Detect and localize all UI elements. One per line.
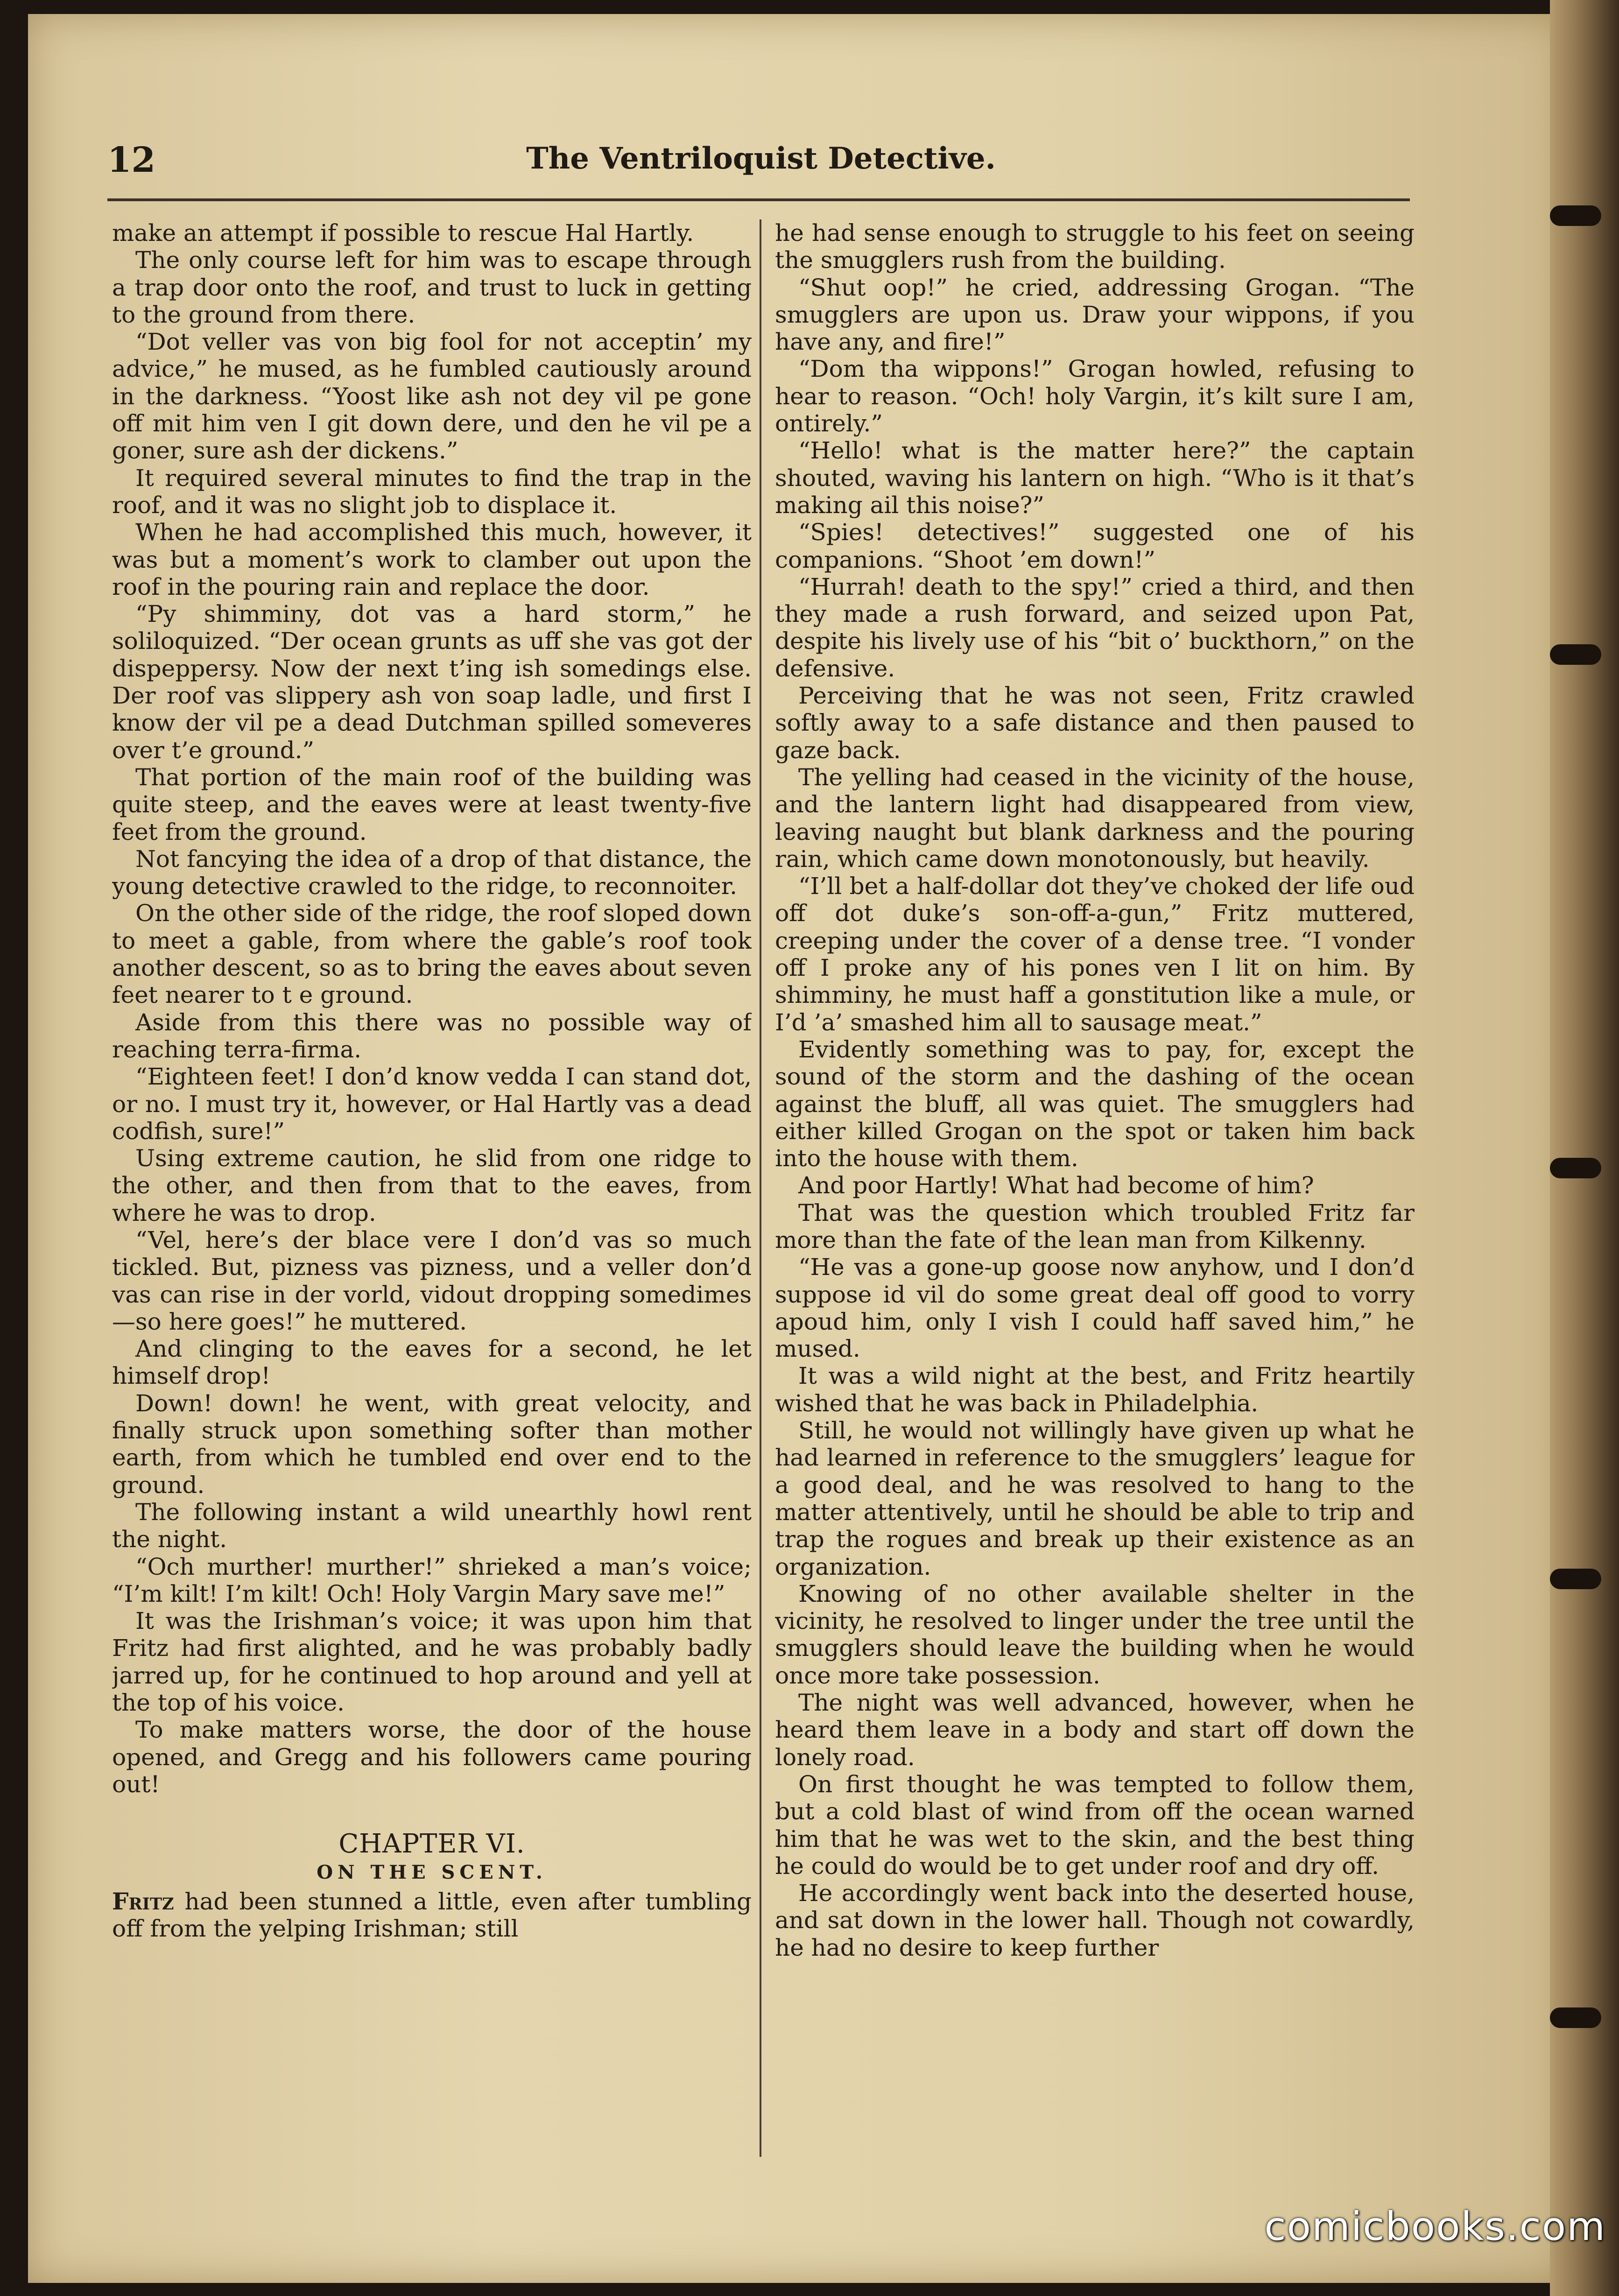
column-divider — [760, 219, 761, 2157]
paragraph: “Eighteen feet! I don’d know vedda I can stand dot, or no. I must try it, however, or Hal Hartly vas a dead codfish, sure!” — [112, 1063, 752, 1145]
paragraph: “Och murther! murther!” shrieked a man’s voice; “I’m kilt! I’m kilt! Och! Holy Vargin Mary save me!” — [112, 1553, 752, 1607]
lead-word: Fritz — [112, 1887, 174, 1915]
paragraph: make an attempt if possible to rescue Hal Hartly. — [112, 219, 694, 247]
paragraph: The only course left for him was to escape through a trap door onto the roof, and trust to luck in getting to the ground from there. — [112, 247, 752, 328]
binding-hole — [1550, 1569, 1601, 1589]
paragraph: Knowing of no other available shelter in the vicinity, he resolved to linger under the tree until the smugglers should leave the building when he would once more take possession. — [775, 1580, 1415, 1689]
paragraph: That portion of the main roof of the building was quite steep, and the eaves were at least twenty-five feet from the ground. — [112, 763, 752, 845]
paragraph: Aside from this there was no possible way of reaching terra-firma. — [112, 1008, 752, 1063]
paragraph: It was a wild night at the best, and Fritz heartily wished that he was back in Philadelphia. — [775, 1362, 1415, 1417]
paragraph: “Spies! detectives!” suggested one of his companions. “Shoot ’em down!” — [775, 519, 1415, 573]
paragraph: And clinging to the eaves for a second, he let himself drop! — [112, 1335, 752, 1390]
paragraph: It was the Irishman’s voice; it was upon him that Fritz had first alighted, and he was probably badly jarred up, for he continued to hop around and yell at the top of his voice. — [112, 1607, 752, 1717]
paragraph: To make matters worse, the door of the house opened, and Gregg and his followers came pouring out! — [112, 1716, 752, 1798]
paragraph: The following instant a wild unearthly howl rent the night. — [112, 1498, 752, 1553]
paragraph: Evidently something was to pay, for, except the sound of the storm and the dashing of the ocean against the bluff, all was quiet. The smugglers had either killed Grogan on the spot or taken him back into the house with them. — [775, 1035, 1415, 1172]
binding-hole — [1550, 2007, 1601, 2028]
binding-hole — [1550, 1158, 1601, 1178]
chapter-first-paragraph — [112, 1888, 752, 1943]
paragraph: “Dom tha wippons!” Grogan howled, refusing to hear to reason. “Och! holy Vargin, it’s kilt sure I am, ontirely.” — [775, 355, 1415, 437]
paragraph: “Hello! what is the matter here?” the captain shouted, waving his lantern on high. “Who is it that’s making ail this noise?” — [775, 437, 1415, 519]
watermark: comicbooks.com — [1264, 2204, 1606, 2249]
paragraph: On the other side of the ridge, the roof sloped down to meet a gable, from where the gable’s roof took another descent, so as to bring the eaves about seven feet nearer to t e ground. — [112, 900, 752, 1009]
paragraph: “He vas a gone-up goose now anyhow, und I don’d suppose id vil do some great deal off good to vorry apoud him, only I vish I could haff saved him,” he mused. — [775, 1254, 1415, 1363]
paragraph: That was the question which troubled Fritz far more than the fate of the lean man from Kilkenny. — [775, 1199, 1415, 1254]
left-column — [112, 219, 752, 2166]
paragraph: Still, he would not willingly have given up what he had learned in reference to the smugglers’ league for a good deal, and he was resolved to hang to the matter attentively, until he should be able to trip and trap the rogues and break up their existence as an organization. — [775, 1417, 1415, 1580]
page-number: 12 — [107, 140, 155, 180]
running-head — [107, 140, 1415, 191]
paragraph: Perceiving that he was not seen, Fritz crawled softly away to a safe distance and then paused to gaze back. — [775, 682, 1415, 764]
binding-hole — [1550, 644, 1601, 665]
paragraph: “I’ll bet a half-dollar dot they’ve choked der life oud off dot duke’s son-off-a-gun,” Fritz muttered, creeping under the cover of a dense tree. “I vonder off I proke any of his pones ven I lit on him. By shimminy, he must haff a gonstitution like a mule, or I’d ’a’ smashed him all to sausage meat.” — [775, 873, 1415, 1036]
paragraph: And poor Hartly! What had become of him? — [798, 1172, 1314, 1199]
paragraph: “Hurrah! death to the spy!” cried a third, and then they made a rush forward, and seized upon Pat, despite his lively use of his “bit o’ buckthorn,” on the defensive. — [775, 573, 1415, 682]
paragraph: Not fancying the idea of a drop of that distance, the young detective crawled to the ridge, to reconnoiter. — [112, 845, 752, 900]
chapter-heading: CHAPTER VI. — [338, 1829, 525, 1859]
paragraph: On first thought he was tempted to follow them, but a cold blast of wind from off the ocean warned him that he was wet to the skin, and the best thing he could do would be to get under roof and dry off. — [775, 1770, 1415, 1880]
paragraph: He accordingly went back into the deserted house, and sat down in the lower hall. Though not cowardly, he had no desire to keep further — [775, 1880, 1415, 1961]
paragraph: It required several minutes to find the trap in the roof, and it was no slight job to displace it. — [112, 464, 752, 519]
right-column — [775, 219, 1415, 2166]
paragraph-text: had been stunned a little, even after tumbling off from the yelping Irishman; still — [112, 1888, 752, 1943]
binding-hole — [1550, 205, 1601, 226]
paragraph: When he had accomplished this much, however, it was but a moment’s work to clamber out upon the roof in the pouring rain and replace the door. — [112, 519, 752, 600]
header-rule — [107, 198, 1410, 201]
paragraph: The yelling had ceased in the vicinity of the house, and the lantern light had disappeared from view, leaving naught but blank darkness and the pouring rain, which came down monotonously, but heavily. — [775, 763, 1415, 873]
paragraph: Using extreme caution, he slid from one ridge to the other, and then from that to the eaves, from where he was to drop. — [112, 1145, 752, 1226]
binding-gutter — [1550, 0, 1619, 2296]
paragraph: Down! down! he went, with great velocity, and finally struck upon something softer than mother earth, from which he tumbled end over end to the ground. — [112, 1389, 752, 1499]
running-title: The Ventriloquist Detective. — [526, 141, 996, 176]
paragraph: “Dot veller vas von big fool for not acceptin’ my advice,” he mused, as he fumbled cautiously around in the darkness. “Yoost like ash not dey vil pe gone off mit him ven I git down dere, und den he vil pe a goner, sure ash der dickens.” — [112, 328, 752, 465]
paragraph: The night was well advanced, however, when he heard them leave in a body and start off down the lonely road. — [775, 1689, 1415, 1771]
paragraph: “Vel, here’s der blace vere I don’d vas so much tickled. But, pizness vas pizness, und a veller don’d vas can rise in der vorld, vidout dropping somedimes—so here goes!” he muttered. — [112, 1226, 752, 1335]
paragraph: “Py shimminy, dot vas a hard storm,” he soliloquized. “Der ocean grunts as uff she vas got der dispeppersy. Now der next t’ing ish somedings else. Der roof vas slippery ash von soap ladle, und first I know der vil pe a dead Dutchman spilled someveres over t’e ground.” — [112, 600, 752, 764]
paragraph: he had sense enough to struggle to his feet on seeing the smugglers rush from the building. — [775, 219, 1415, 274]
paragraph: “Shut oop!” he cried, addressing Grogan. “The smugglers are upon us. Draw your wippons, if you have any, and fire!” — [775, 274, 1415, 356]
chapter-subheading: ON THE SCENT. — [317, 1861, 547, 1883]
